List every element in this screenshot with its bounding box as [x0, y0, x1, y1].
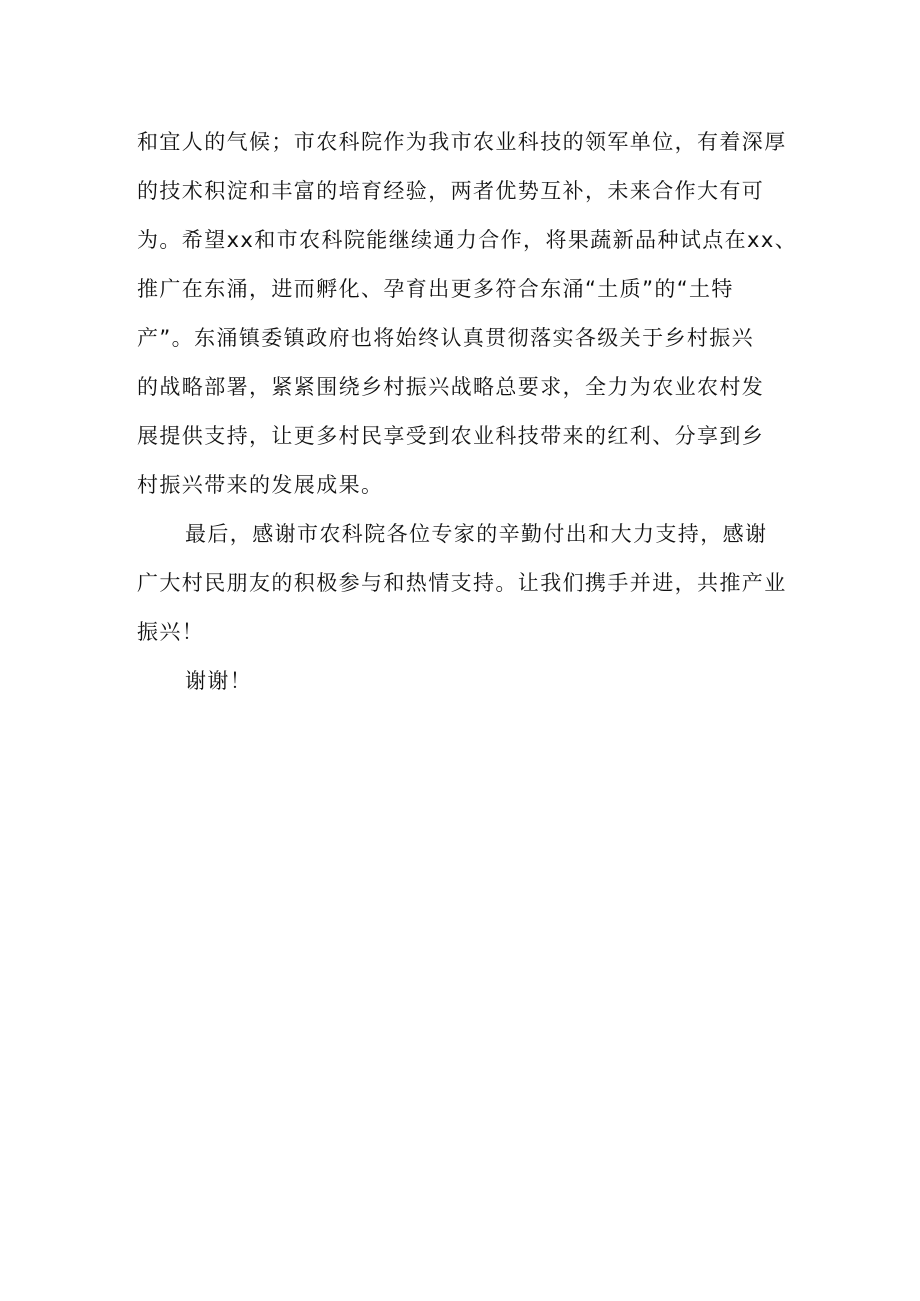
text-line: 展提供支持，让更多村民享受到农业科技带来的红利、分享到乡 [137, 424, 765, 448]
text-line: 最后，感谢市农科院各位专家的辛勤付出和大力支持，感谢 [185, 522, 768, 546]
paragraph-1 [137, 118, 797, 510]
text-line: 广大村民朋友的积极参与和热情支持。让我们携手并进，共推产业 [137, 571, 787, 595]
text-line: 和宜人的气候；市农科院作为我市农业科技的领军单位，有着深厚 [137, 130, 787, 154]
paragraph-3 [137, 657, 797, 706]
paragraph-2 [137, 510, 797, 657]
text-line: 的战略部署，紧紧围绕乡村振兴战略总要求，全力为农业农村发 [137, 375, 765, 399]
text-line: 谢谢！ [185, 669, 253, 693]
text-line: 村振兴带来的发展成果。 [137, 473, 384, 497]
text-line: 振兴！ [137, 620, 205, 644]
text-line: 为。希望xx和市农科院能继续通力合作，将果蔬新品种试点在xx、 [137, 228, 797, 252]
text-line: 的技术积淀和丰富的培育经验，两者优势互补，未来合作大有可 [137, 179, 765, 203]
text-line: 推广在东涌，进而孵化、孕育出更多符合东涌“土质”的“土特 [137, 277, 734, 301]
document-body [137, 118, 797, 706]
text-line: 产”。东涌镇委镇政府也将始终认真贯彻落实各级关于乡村振兴 [137, 326, 755, 350]
